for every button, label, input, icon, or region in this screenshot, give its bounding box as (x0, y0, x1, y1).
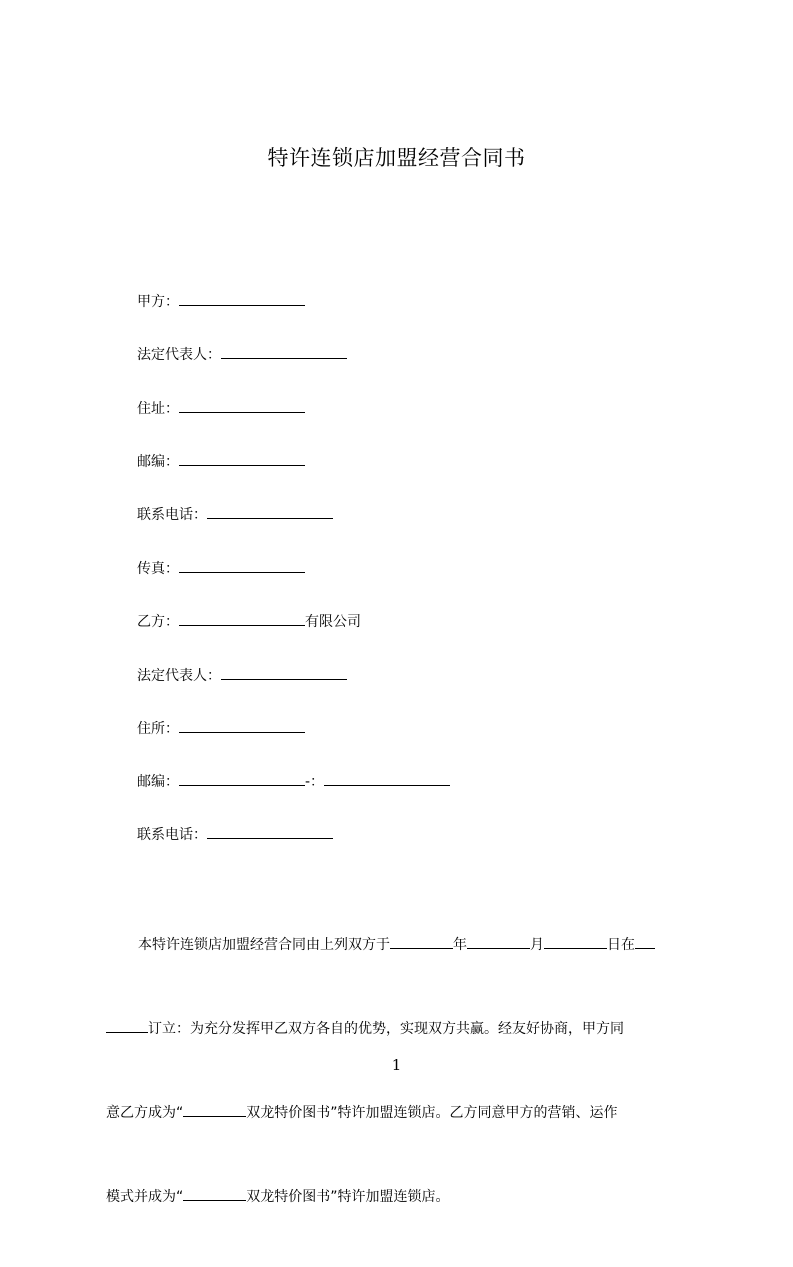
paragraph-text: 日在 (607, 937, 635, 953)
fill-blank (390, 935, 453, 949)
fill-blank (179, 292, 305, 306)
field-label: 甲方： (137, 294, 179, 310)
field-middle: -： (305, 774, 325, 790)
field-label: 住址： (137, 401, 179, 417)
field-label: 法定代表人： (137, 347, 221, 363)
party-a-legal-rep-field (137, 345, 347, 364)
paragraph-line (106, 931, 698, 959)
paragraph-text: 年 (453, 937, 467, 953)
paragraph-line (106, 1099, 698, 1127)
fill-blank (179, 719, 305, 733)
party-b-postcode-field (137, 772, 450, 791)
fill-blank (183, 1187, 246, 1201)
field-label: 传真： (137, 561, 179, 577)
field-label: 联系电话： (137, 827, 207, 843)
paragraph-line (106, 1183, 698, 1211)
party-a-phone-field (137, 505, 333, 524)
field-suffix: 有限公司 (305, 614, 361, 630)
paragraph-text: 模式并成为“ (106, 1189, 184, 1205)
fill-blank (635, 935, 655, 949)
fill-blank (179, 559, 305, 573)
fill-blank (544, 935, 607, 949)
field-label: 乙方： (137, 614, 179, 630)
party-b-legal-rep-field (137, 666, 347, 685)
fill-blank (179, 399, 305, 413)
party-a-fax-field (137, 559, 305, 578)
fill-blank (467, 935, 530, 949)
field-label: 联系电话： (137, 507, 207, 523)
fill-blank (207, 505, 333, 519)
fill-blank (183, 1103, 246, 1117)
fill-blank (324, 772, 450, 786)
paragraph-text: 双龙特价图书”特许加盟连锁店。 (246, 1189, 450, 1205)
fill-blank (207, 825, 333, 839)
fill-blank (179, 452, 305, 466)
fill-blank (179, 612, 305, 626)
party-a-address-field (137, 399, 305, 418)
party-a-postcode-field (137, 452, 305, 471)
fill-blank (221, 666, 347, 680)
paragraph-text: 双龙特价图书”特许加盟连锁店。乙方同意甲方的营销、运作 (246, 1105, 618, 1121)
paragraph-text: 订立：为充分发挥甲乙双方各自的优势，实现双方共赢。经友好协商，甲方同 (148, 1021, 624, 1037)
paragraph-text: 月 (530, 937, 544, 953)
party-b-phone-field (137, 825, 333, 844)
fill-blank (106, 1019, 148, 1033)
paragraph-text: 本特许连锁店加盟经营合同由上列双方于 (138, 937, 390, 953)
party-b-field (137, 612, 361, 631)
field-label: 邮编： (137, 454, 179, 470)
field-label: 邮编： (137, 774, 179, 790)
paragraph-text: 意乙方成为“ (106, 1105, 184, 1121)
field-label: 法定代表人： (137, 668, 221, 684)
fill-blank (179, 772, 305, 786)
field-label: 住所： (137, 721, 179, 737)
document-title: 特许连锁店加盟经营合同书 (267, 146, 526, 170)
party-a-field (137, 292, 305, 311)
party-b-address-field (137, 719, 305, 738)
page-number: 1 (391, 1056, 402, 1074)
fill-blank (221, 345, 347, 359)
paragraph-line (106, 1015, 698, 1043)
